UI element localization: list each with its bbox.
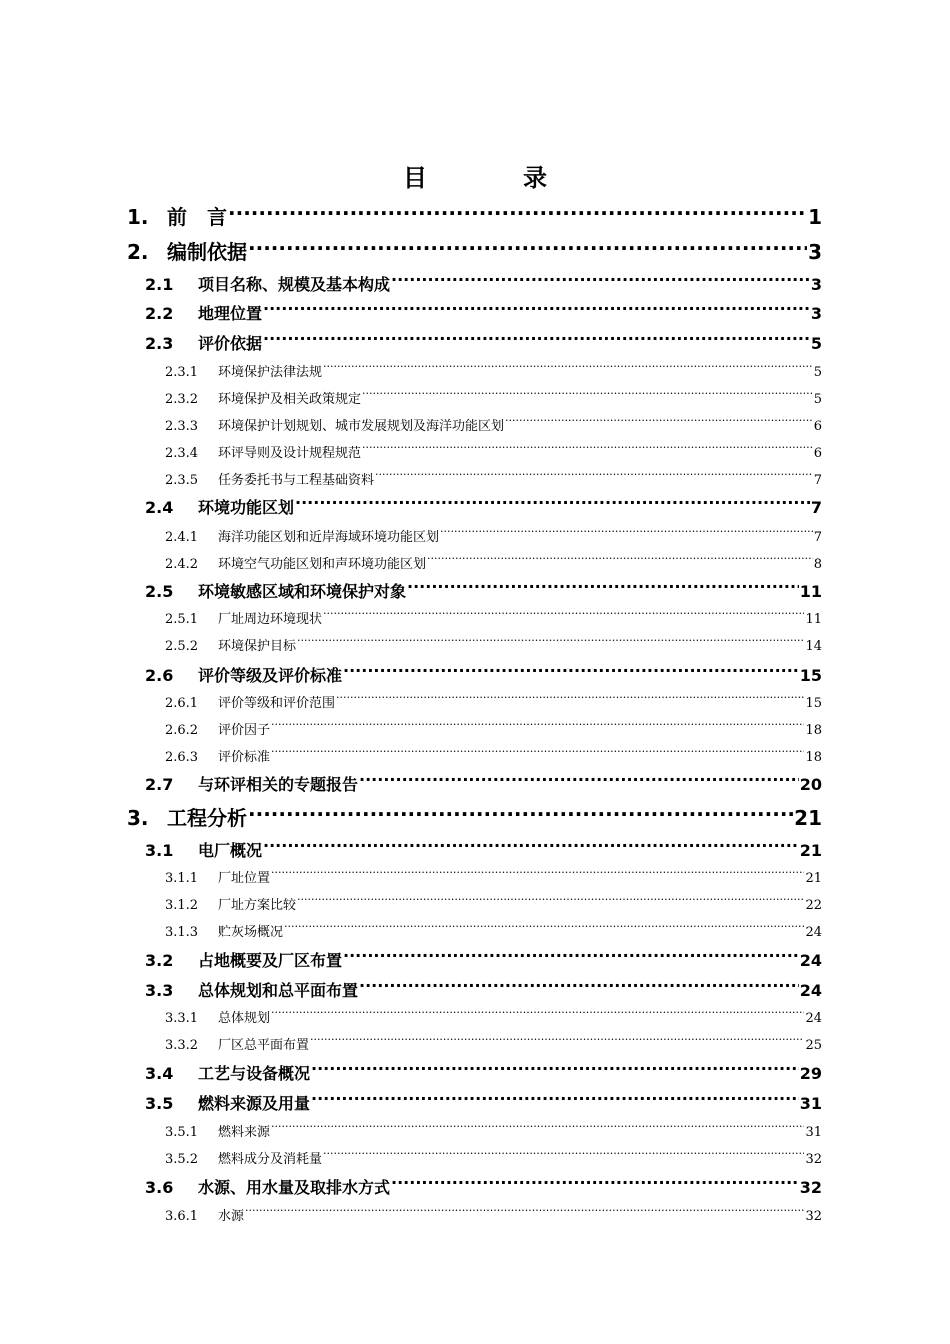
toc-dot-leader: [311, 1055, 799, 1079]
toc-entry-label: 海洋功能区划和近岸海域环境功能区划: [218, 530, 440, 545]
toc-entry-number: 2.5.1: [165, 612, 199, 627]
toc-entry-page-number: 24: [799, 951, 822, 970]
toc-entry-page-number: 7: [813, 473, 822, 488]
toc-entry[interactable]: [165, 1143, 822, 1167]
toc-entry[interactable]: [145, 832, 822, 860]
toc-entry-label: 评价标准: [218, 750, 271, 765]
toc-entry-page-number: 21: [799, 841, 822, 860]
toc-dot-leader: [263, 325, 810, 349]
toc-entry-label: 水源: [218, 1209, 245, 1224]
toc-entry-label: 环境功能区划: [198, 498, 295, 517]
toc-entry-label: 厂址位置: [218, 871, 271, 886]
toc-entry-number: 3.3.1: [165, 1011, 199, 1026]
toc-entry-number: 3.3: [145, 981, 174, 1000]
toc-entry-page-number: 15: [805, 696, 822, 711]
toc-entry-label: 环境保护法律法规: [218, 365, 323, 380]
toc-entry-number: 3.1.1: [165, 871, 199, 886]
toc-entry[interactable]: [145, 573, 822, 601]
toc-entry-number: 2.3: [145, 334, 174, 353]
toc-title: 目 录: [403, 164, 583, 192]
toc-entry-label: 项目名称、规模及基本构成: [198, 275, 391, 294]
toc-entry-page-number: 18: [805, 723, 822, 738]
toc-entry[interactable]: [165, 1200, 822, 1224]
toc-dot-leader: [228, 196, 807, 224]
toc-entry[interactable]: [165, 356, 822, 380]
toc-dot-leader: [391, 1169, 799, 1193]
toc-entry[interactable]: [127, 797, 822, 830]
toc-dot-leader: [271, 741, 804, 761]
toc-entry-number: 2.6: [145, 666, 174, 685]
toc-entry-label: 水源、用水量及取排水方式: [198, 1178, 391, 1197]
toc-entry-page-number: 20: [799, 775, 822, 794]
toc-entry-number: 3.4: [145, 1064, 174, 1083]
toc-dot-leader: [375, 464, 813, 484]
toc-entry-label: 总体规划和总平面布置: [198, 981, 359, 1000]
toc-entry-label: 占地概要及厂区布置: [198, 951, 343, 970]
toc-entry[interactable]: [165, 521, 822, 545]
toc-entry-number: 3.1.2: [165, 898, 199, 913]
toc-dot-leader: [323, 356, 813, 376]
toc-entry[interactable]: [165, 464, 822, 488]
toc-entry[interactable]: [165, 603, 822, 627]
toc-entry-number: 3.1.3: [165, 925, 199, 940]
toc-entry[interactable]: [145, 1085, 822, 1113]
toc-entry-number: 2.3.4: [165, 446, 199, 461]
toc-entry-number: 3.3.2: [165, 1038, 199, 1053]
toc-dot-leader: [263, 295, 810, 319]
toc-entry[interactable]: [165, 889, 822, 913]
toc-entry-label: 地理位置: [198, 304, 263, 323]
toc-entry-label: 工程分析: [167, 806, 247, 830]
toc-entry-number: 2.: [127, 240, 149, 264]
toc-dot-leader: [359, 972, 799, 996]
toc-entry-label: 评价依据: [198, 334, 263, 353]
toc-entry[interactable]: [145, 766, 822, 794]
toc-entry-label: 前 言: [167, 205, 227, 229]
toc-dot-leader: [343, 942, 799, 966]
toc-entry-page-number: 3: [810, 275, 822, 294]
toc-entry-page-number: 5: [810, 334, 822, 353]
toc-entry-page-number: 3: [808, 240, 822, 264]
toc-dot-leader: [336, 687, 804, 707]
toc-entry[interactable]: [165, 714, 822, 738]
toc-entry[interactable]: [145, 295, 822, 323]
toc-entry-label: 燃料来源: [218, 1125, 271, 1140]
toc-dot-leader: [323, 603, 804, 623]
toc-entry-number: 2.3.3: [165, 419, 199, 434]
toc-entry[interactable]: [127, 231, 822, 264]
toc-entry[interactable]: [145, 266, 822, 294]
toc-entry-page-number: 5: [813, 392, 822, 407]
toc-entry-number: 2.3.1: [165, 365, 199, 380]
toc-entry[interactable]: [165, 630, 822, 654]
toc-entry[interactable]: [165, 548, 822, 572]
toc-dot-leader: [343, 657, 799, 681]
toc-entry-page-number: 21: [805, 871, 822, 886]
toc-entry-page-number: 6: [813, 419, 822, 434]
toc-entry-page-number: 1: [808, 205, 822, 229]
toc-entry[interactable]: [145, 1055, 822, 1083]
toc-entry-label: 任务委托书与工程基础资料: [218, 473, 375, 488]
toc-entry-number: 3.5.2: [165, 1152, 199, 1167]
toc-entry[interactable]: [165, 1029, 822, 1053]
toc-entry-label: 燃料来源及用量: [198, 1094, 311, 1113]
toc-entry[interactable]: [165, 687, 822, 711]
toc-entry-page-number: 21: [794, 806, 822, 830]
toc-entry-label: 厂址周边环境现状: [218, 612, 323, 627]
toc-entry[interactable]: [165, 916, 822, 940]
toc-entry-label: 工艺与设备概况: [198, 1064, 311, 1083]
toc-entry-page-number: 31: [805, 1125, 822, 1140]
toc-entry-page-number: 31: [799, 1094, 822, 1113]
toc-entry[interactable]: [145, 325, 822, 353]
toc-entry-page-number: 22: [805, 898, 822, 913]
toc-entry-page-number: 11: [799, 582, 822, 601]
toc-entry-number: 2.5.2: [165, 639, 199, 654]
toc-entry-label: 环境保护计划规划、城市发展规划及海洋功能区划: [218, 419, 505, 434]
toc-dot-leader: [284, 916, 804, 936]
toc-entry-number: 1.: [127, 205, 149, 229]
toc-entry-label: 编制依据: [167, 240, 247, 264]
toc-entry-number: 2.2: [145, 304, 174, 323]
toc-entry-label: 环境空气功能区划和声环境功能区划: [218, 557, 427, 572]
toc-dot-leader: [271, 1002, 804, 1022]
toc-entry[interactable]: [165, 741, 822, 765]
toc-entry-label: 厂址方案比较: [218, 898, 297, 913]
toc-entry-page-number: 29: [799, 1064, 822, 1083]
toc-entry-number: 2.6.2: [165, 723, 199, 738]
toc-dot-leader: [248, 231, 807, 259]
toc-dot-leader: [271, 862, 804, 882]
toc-dot-leader: [297, 630, 804, 650]
toc-entry[interactable]: [165, 1116, 822, 1140]
toc-entry-label: 评价等级及评价标准: [198, 666, 343, 685]
toc-dot-leader: [297, 889, 804, 909]
toc-dot-leader: [362, 437, 813, 457]
toc-entry-number: 3.1: [145, 841, 174, 860]
toc-entry-number: 2.6.3: [165, 750, 199, 765]
toc-dot-leader: [359, 766, 799, 790]
toc-entry[interactable]: [145, 972, 822, 1000]
toc-entry[interactable]: [145, 489, 822, 517]
toc-entry-label: 电厂概况: [198, 841, 263, 860]
toc-dot-leader: [440, 521, 813, 541]
toc-entry-label: 环境保护目标: [218, 639, 297, 654]
toc-entry-page-number: 24: [799, 981, 822, 1000]
toc-entry-number: 2.7: [145, 775, 174, 794]
toc-dot-leader: [407, 573, 799, 597]
toc-entry-page-number: 24: [805, 925, 822, 940]
toc-entry-page-number: 11: [805, 612, 822, 627]
toc-entry[interactable]: [127, 196, 822, 229]
toc-entry-page-number: 32: [799, 1178, 822, 1197]
toc-entry-page-number: 32: [805, 1152, 822, 1167]
toc-entry-number: 2.4: [145, 498, 174, 517]
toc-entry-number: 2.1: [145, 275, 174, 294]
toc-entry-label: 贮灰场概况: [218, 925, 284, 940]
toc-entry[interactable]: [165, 437, 822, 461]
toc-dot-leader: [263, 832, 799, 856]
toc-entry-page-number: 7: [813, 530, 822, 545]
toc-dot-leader: [362, 383, 813, 403]
toc-entry-page-number: 6: [813, 446, 822, 461]
toc-entry-number: 2.4.1: [165, 530, 199, 545]
toc-entry-label: 厂区总平面布置: [218, 1038, 310, 1053]
toc-dot-leader: [391, 266, 810, 290]
toc-entry-label: 评价因子: [218, 723, 271, 738]
toc-entry-label: 环评导则及设计规程规范: [218, 446, 362, 461]
toc-entry[interactable]: [165, 1002, 822, 1026]
toc-dot-leader: [311, 1085, 799, 1109]
toc-entry-page-number: 18: [805, 750, 822, 765]
toc-dot-leader: [323, 1143, 804, 1163]
toc-entry-page-number: 15: [799, 666, 822, 685]
toc-dot-leader: [505, 410, 813, 430]
toc-entry-number: 3.2: [145, 951, 174, 970]
toc-entry-page-number: 14: [805, 639, 822, 654]
toc-entry-number: 2.3.2: [165, 392, 199, 407]
toc-entry[interactable]: [165, 862, 822, 886]
toc-dot-leader: [427, 548, 813, 568]
toc-entry[interactable]: [145, 1169, 822, 1197]
toc-entry-number: 2.3.5: [165, 473, 199, 488]
toc-entry-number: 3.6: [145, 1178, 174, 1197]
toc-entry-label: 燃料成分及消耗量: [218, 1152, 323, 1167]
toc-entry-label: 环境敏感区域和环境保护对象: [198, 582, 407, 601]
toc-entry-number: 3.5: [145, 1094, 174, 1113]
toc-entry-page-number: 8: [813, 557, 822, 572]
toc-entry-number: 3.6.1: [165, 1209, 199, 1224]
toc-entry-number: 2.5: [145, 582, 174, 601]
toc-entry-page-number: 5: [813, 365, 822, 380]
toc-entry[interactable]: [165, 410, 822, 434]
toc-entry-label: 与环评相关的专题报告: [198, 775, 359, 794]
toc-entry-page-number: 25: [805, 1038, 822, 1053]
toc-entry-number: 2.6.1: [165, 696, 199, 711]
toc-dot-leader: [245, 1200, 804, 1220]
toc-dot-leader: [310, 1029, 804, 1049]
toc-entry-label: 环境保护及相关政策规定: [218, 392, 362, 407]
toc-entry-label: 评价等级和评价范围: [218, 696, 336, 711]
toc-entry-label: 总体规划: [218, 1011, 271, 1026]
toc-dot-leader: [248, 797, 793, 825]
toc-entry-number: 3.5.1: [165, 1125, 199, 1140]
toc-entry-number: 2.4.2: [165, 557, 199, 572]
toc-dot-leader: [271, 1116, 804, 1136]
toc-entry[interactable]: [145, 942, 822, 970]
toc-entry-page-number: 3: [810, 304, 822, 323]
toc-dot-leader: [295, 489, 810, 513]
toc-entry[interactable]: [165, 383, 822, 407]
toc-entry-page-number: 24: [805, 1011, 822, 1026]
toc-entry-page-number: 32: [805, 1209, 822, 1224]
toc-entry-number: 3.: [127, 806, 149, 830]
toc-entry-page-number: 7: [810, 498, 822, 517]
toc-entry[interactable]: [145, 657, 822, 685]
toc-dot-leader: [271, 714, 804, 734]
